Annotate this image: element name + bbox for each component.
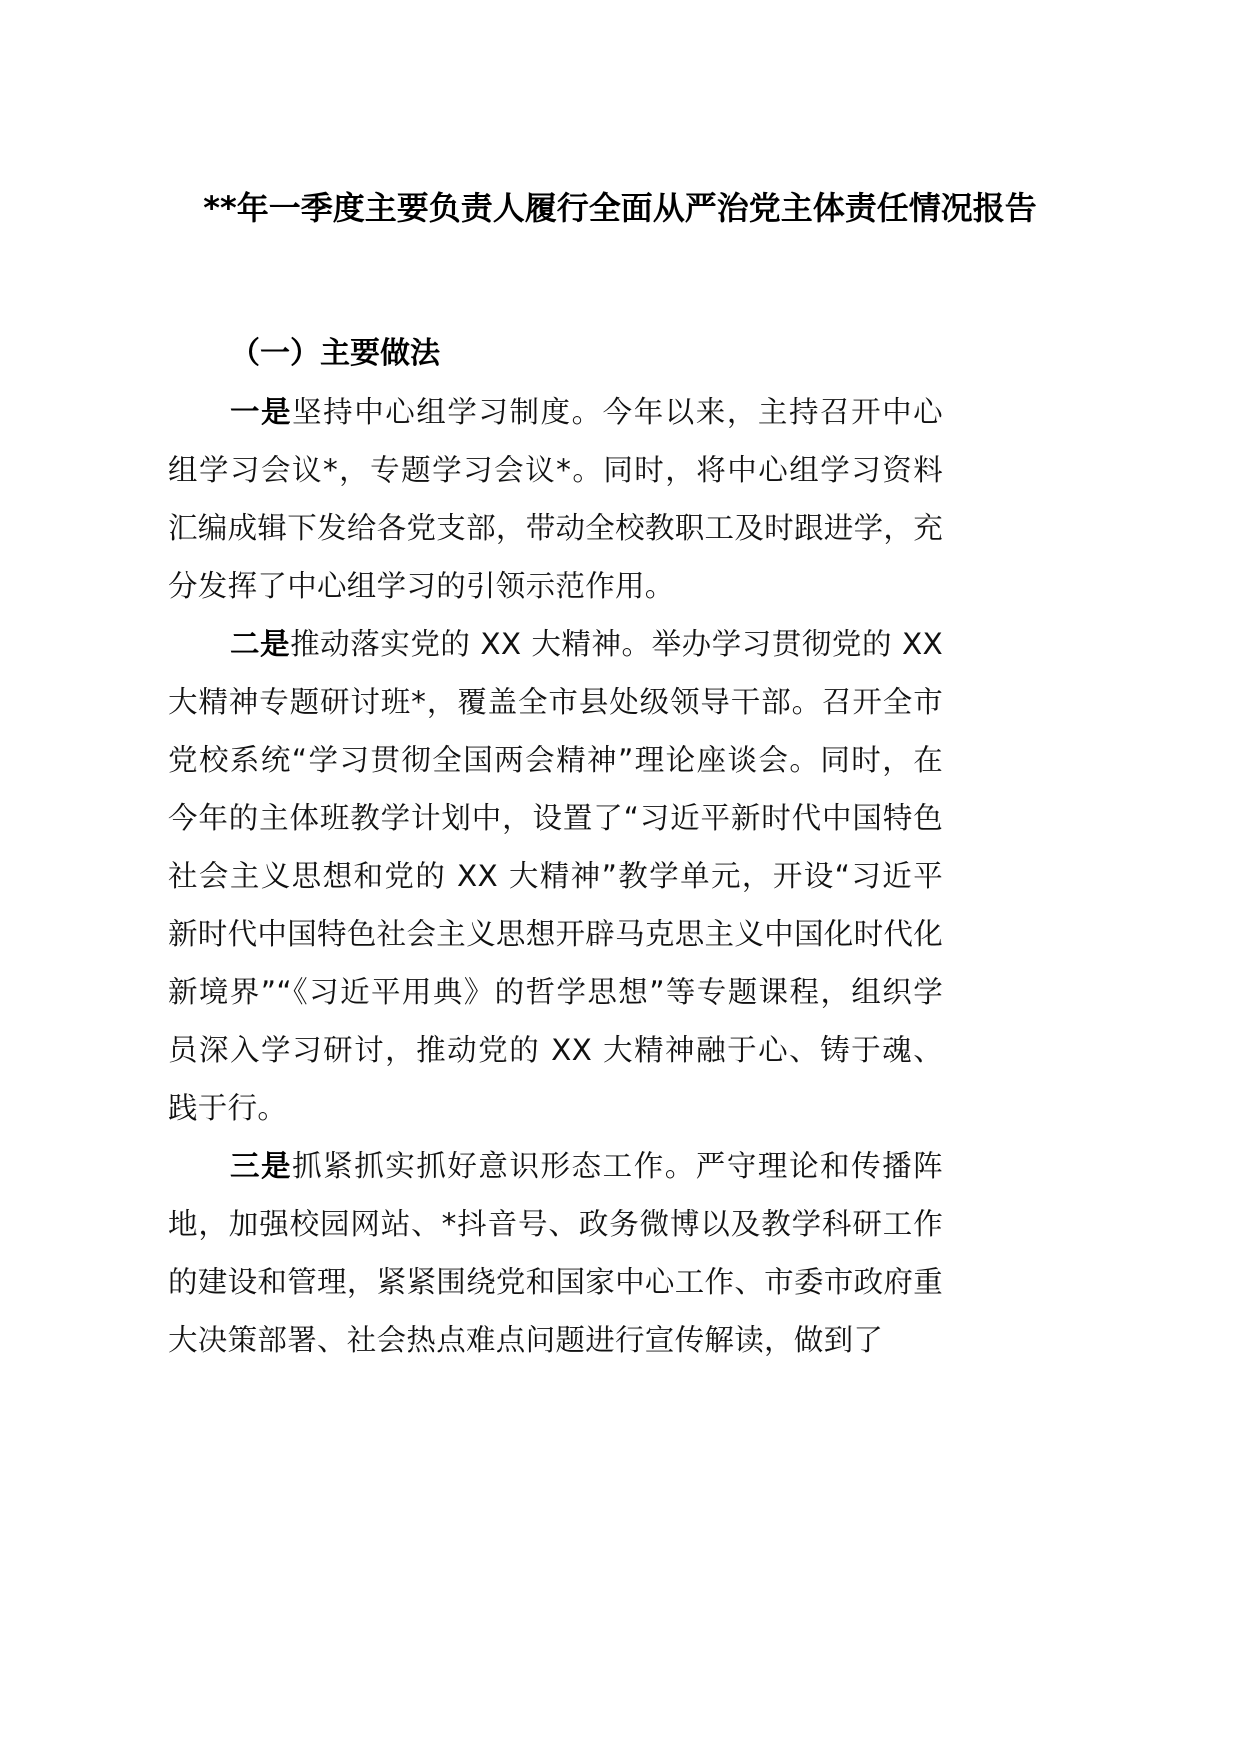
paragraph-1	[168, 383, 943, 615]
paragraph-text: 坚持中心组学习制度。今年以来，主持召开中心组学习会议*，专题学习会议*。同时，将中心组学习资料汇编成辑下发给各党支部，带动全校教职工及时跟进学，充分发挥了中心组学习的引领示范作用。	[168, 395, 943, 603]
paragraph-lead: 二是	[230, 627, 291, 661]
paragraph-lead: 一是	[230, 395, 293, 429]
paragraph-lead: 三是	[230, 1149, 293, 1183]
paragraph-3	[168, 1137, 943, 1369]
paragraph-2	[168, 615, 943, 1137]
paragraph-text: 抓紧抓实抓好意识形态工作。严守理论和传播阵地，加强校园网站、*抖音号、政务微博以及教学科研工作的建设和管理，紧紧围绕党和国家中心工作、市委市政府重大决策部署、社会热点难点问题进行宣传解读，做到了	[168, 1149, 943, 1357]
document-title: **年一季度主要负责人履行全面从严治党主体责任情况报告	[203, 189, 1037, 227]
paragraph-text: 推动落实党的 XX 大精神。举办学习贯彻党的 XX 大精神专题研讨班*，覆盖全市县处级领导干部。召开全市党校系统“学习贯彻全国两会精神”理论座谈会。同时，在今年的主体班教学计划中，设置了“习近平新时代中国特色社会主义思想和党的 XX 大精神”教学单元，开设“习近平新时代中国特色社会主义思想开辟马克思主义中国化时代化新境界”“《习近平用典》的哲学思想”等专题课程，组织学员深入学习研讨，推动党的 XX 大精神融于心、铸于魂、践于行。	[168, 627, 944, 1125]
document-body	[168, 325, 943, 1369]
section-heading: （一）主要做法	[230, 336, 440, 371]
